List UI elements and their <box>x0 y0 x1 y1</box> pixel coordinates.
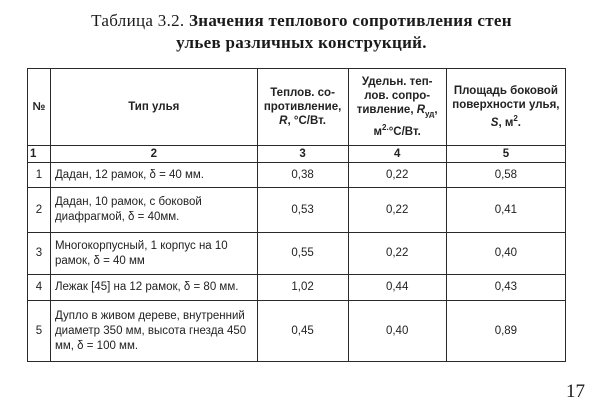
row-specific-resistance: 0,22 <box>348 163 446 188</box>
header-area-unit-post: . <box>517 116 521 129</box>
table-caption <box>0 10 603 54</box>
row-hive-type: Многокорпусный, 1 корпус на 10 рамок, δ = 40 мм <box>50 233 257 275</box>
table-title-line1: Значения теплового сопротивления стен <box>189 11 512 30</box>
header-side-area <box>446 69 565 146</box>
header-r-text: Теплов. со-противление, <box>263 87 342 113</box>
header-rud-unit-sup: 2. <box>382 123 389 133</box>
row-thermal-resistance: 0,45 <box>257 301 348 362</box>
row-num: 5 <box>28 301 51 362</box>
row-thermal-resistance: 0,53 <box>257 188 348 233</box>
row-specific-resistance: 0,40 <box>348 301 446 362</box>
row-num: 2 <box>28 188 51 233</box>
header-rud-unit-post: °С/Вт. <box>388 126 421 139</box>
row-num: 3 <box>28 233 51 275</box>
header-specific-resistance <box>348 69 446 146</box>
row-side-area: 0,89 <box>446 301 565 362</box>
header-area-text: Площадь боковой поверхности улья, <box>452 85 560 112</box>
table-label: Таблица 3.2. <box>91 11 185 30</box>
row-thermal-resistance: 1,02 <box>257 275 348 301</box>
table-row <box>28 233 566 275</box>
row-num: 1 <box>28 163 51 188</box>
column-number: 2 <box>50 146 257 163</box>
header-hive-type: Тип улья <box>50 69 257 146</box>
row-side-area: 0,58 <box>446 163 565 188</box>
column-number: 1 <box>28 146 51 163</box>
hive-thermal-resistance-table <box>27 68 566 362</box>
row-thermal-resistance: 0,38 <box>257 163 348 188</box>
table-row <box>28 163 566 188</box>
column-number-row <box>28 146 566 163</box>
row-specific-resistance: 0,22 <box>348 233 446 275</box>
row-hive-type: Лежак [45] на 12 рамок, δ = 80 мм. <box>50 275 257 301</box>
row-thermal-resistance: 0,55 <box>257 233 348 275</box>
header-rud-symbol: R <box>416 103 426 116</box>
row-side-area: 0,41 <box>446 188 565 233</box>
row-hive-type: Дадан, 12 рамок, δ = 40 мм. <box>50 163 257 188</box>
table-title-line2: ульев различных конструкций. <box>176 33 427 52</box>
page-number: 17 <box>566 381 585 402</box>
row-side-area: 0,43 <box>446 275 565 301</box>
column-number: 3 <box>257 146 348 163</box>
table-row <box>28 301 566 362</box>
column-number: 4 <box>348 146 446 163</box>
table-header-row <box>28 69 566 146</box>
header-r-unit: , °С/Вт. <box>287 115 326 127</box>
row-num: 4 <box>28 275 51 301</box>
header-rud-sub: уд <box>425 109 435 119</box>
row-hive-type: Дадан, 10 рамок, с боковой диафрагмой, δ = 40мм. <box>50 188 257 233</box>
header-area-unit-sup: 2 <box>513 114 518 124</box>
header-area-unit-pre: , м <box>498 116 514 129</box>
row-specific-resistance: 0,44 <box>348 275 446 301</box>
header-num: № <box>28 69 51 146</box>
header-thermal-resistance <box>257 69 348 146</box>
column-number: 5 <box>446 146 565 163</box>
row-hive-type: Дупло в живом дереве, внутренний диаметр 350 мм, высота гнезда 450 мм, δ = 100 мм. <box>50 301 257 362</box>
header-rud-unit-pre: , м <box>373 103 438 139</box>
header-r-symbol: R <box>279 115 288 127</box>
table-row <box>28 275 566 301</box>
table-row <box>28 188 566 233</box>
row-side-area: 0,40 <box>446 233 565 275</box>
row-specific-resistance: 0,22 <box>348 188 446 233</box>
header-area-symbol: S <box>490 116 499 129</box>
header-rud-text: Удельн. теп-лов. сопро-тивление, <box>356 75 433 116</box>
